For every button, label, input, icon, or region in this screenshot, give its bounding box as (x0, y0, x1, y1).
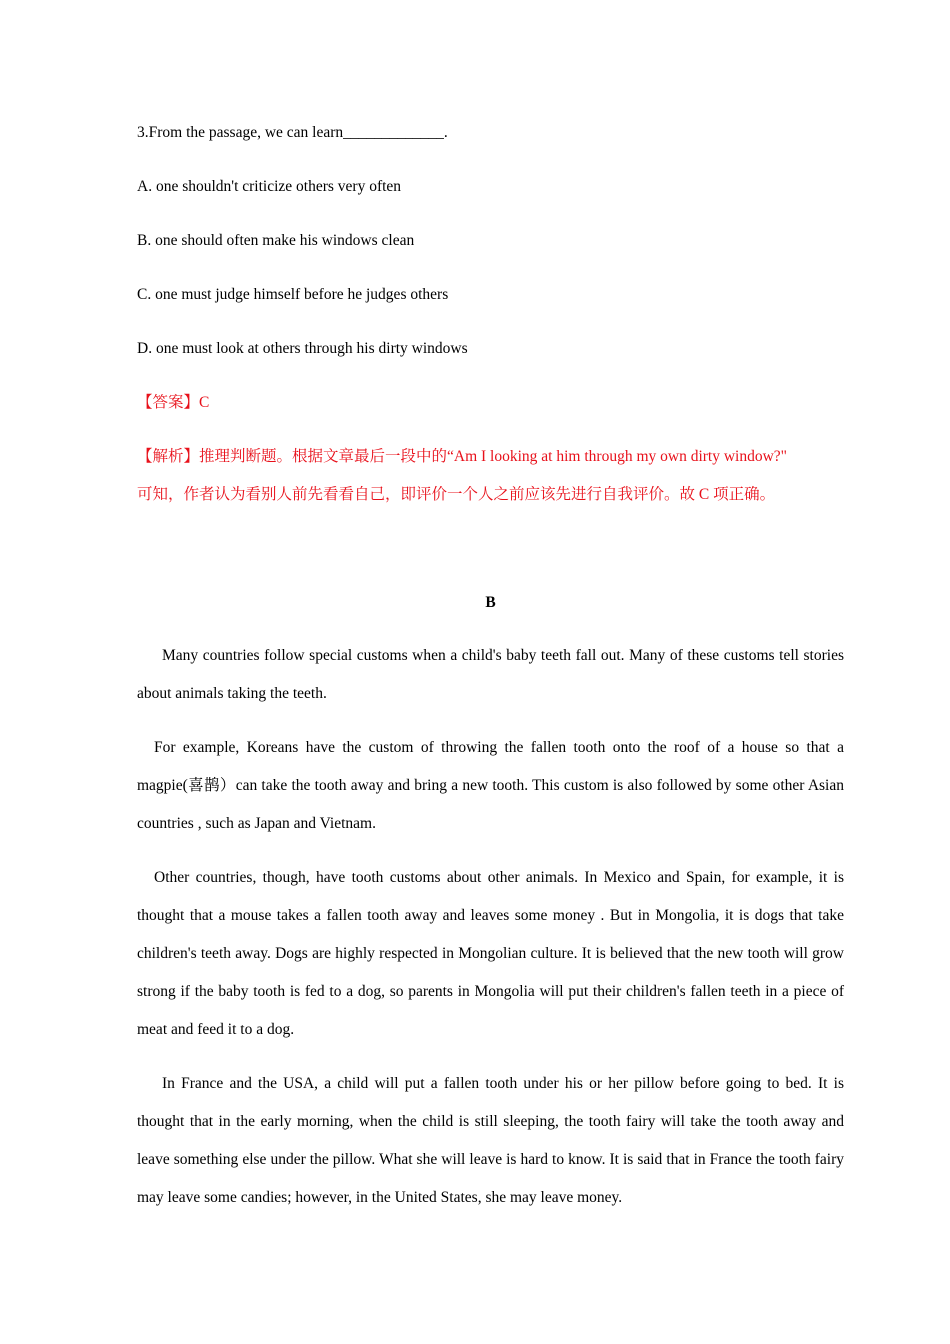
option-b: B. one should often make his windows clean (137, 232, 415, 249)
paragraph-3 (137, 859, 844, 1049)
analysis-line-2: 可知，作者认为看别人前先看看自己，即评价一个人之前应该先进行自我评价。故 C 项正确。 (137, 486, 776, 503)
option-c: C. one must judge himself before he judges others (137, 286, 449, 303)
paragraph-2-text: For example, Koreans have the custom of throwing the fallen tooth onto the roof of a house so that a magpie(喜鹊）can take the tooth away and bring a new tooth. This custom is also followed by some other Asian countries , such as Japan and Vietnam. (137, 739, 844, 832)
answer-line (137, 393, 209, 413)
answer-value: C (199, 394, 210, 411)
section-heading: B (485, 594, 496, 611)
paragraph-4-text: In France and the USA, a child will put a fallen tooth under his or her pillow before going to bed. It is thought that in the early morning, when the child is still sleeping, the tooth fairy will take the tooth away and leave something else under the pillow. What she will leave is hard to know. It is said that in France the tooth fairy may leave some candies; however, in the United States, she may leave money. (137, 1075, 844, 1206)
paragraph-2 (137, 729, 844, 843)
answer-label: 【答案】 (137, 394, 200, 411)
analysis-line-1 (137, 447, 787, 467)
paragraph-1-text: Many countries follow special customs when a child's baby teeth fall out. Many of these customs tell stories about animals taking the teeth. (137, 647, 844, 702)
paragraph-4 (137, 1065, 844, 1217)
option-d: D. one must look at others through his dirty windows (137, 340, 468, 357)
option-a: A. one shouldn't criticize others very often (137, 178, 402, 195)
paragraph-1 (137, 637, 844, 713)
analysis-text-1: 推理判断题。根据文章最后一段中的“Am I looking at him through my own dirty window?" (199, 448, 787, 465)
question-stem: 3.From the passage, we can learn_____________. (137, 124, 448, 141)
paragraph-3-text: Other countries, though, have tooth customs about other animals. In Mexico and Spain, for example, it is thought that a mouse takes a fallen tooth away and leaves some money . But in Mongolia, it is dogs that take children's teeth away. Dogs are highly respected in Mongolian culture. It is believed that the new tooth will grow strong if the baby tooth is fed to a dog, so parents in Mongolia will put their children's fallen teeth in a piece of meat and feed it to a dog. (137, 869, 844, 1038)
analysis-label: 【解析】 (137, 448, 200, 465)
